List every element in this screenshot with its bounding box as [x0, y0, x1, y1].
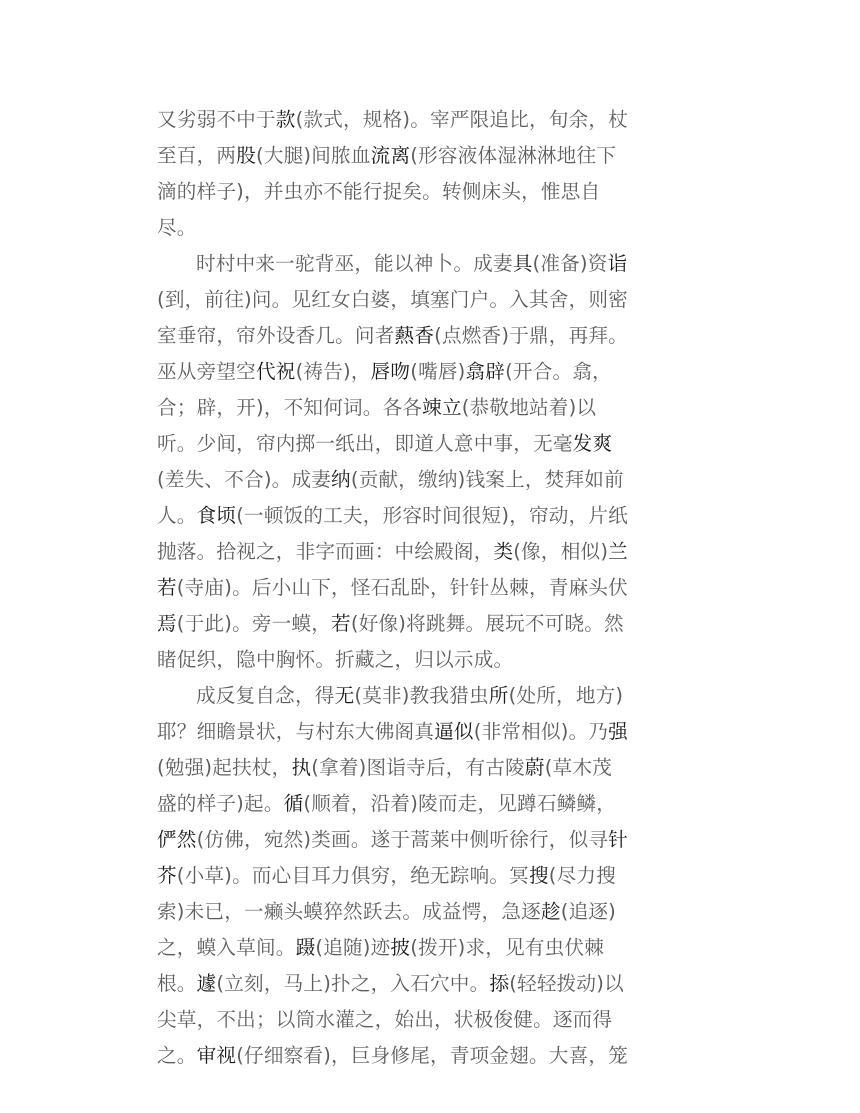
- keyword-term: 流离: [370, 144, 411, 167]
- keyword-term: 具: [512, 252, 533, 275]
- text-line: [157, 426, 705, 462]
- text-line: [157, 714, 705, 750]
- annotation-text: 抛落。拾视之，非字而画：中绘殿阁，: [157, 540, 494, 563]
- annotation-text: (追逐): [560, 900, 617, 923]
- keyword-term: 若: [331, 612, 351, 635]
- annotation-text: (开合。翕，: [505, 360, 612, 383]
- keyword-term: 芥: [157, 864, 177, 887]
- keyword-term: 蔚: [524, 756, 545, 779]
- keyword-term: 若: [157, 576, 177, 599]
- annotation-text: (大腿)间脓血: [255, 144, 371, 167]
- keyword-term: 蹑: [295, 936, 316, 959]
- keyword-term: 兰: [608, 540, 628, 563]
- annotation-text: 听。少间，帘内掷一纸出，即道人意中事，无毫: [157, 432, 573, 455]
- annotation-text: 睹促织，隐中胸怀。折藏之，归以示成。: [157, 648, 514, 671]
- annotation-text: (非常相似)。乃: [473, 720, 609, 743]
- keyword-term: 遽: [196, 972, 217, 995]
- keyword-term: 披: [390, 936, 411, 959]
- annotation-text: 合；辟，开)，不知何词。各各: [157, 396, 423, 419]
- annotation-text: (拨开)求，见有虫伏棘: [410, 936, 605, 959]
- annotation-text: (追随)迹: [315, 936, 391, 959]
- keyword-term: 循: [283, 792, 304, 815]
- annotation-text: (处所，地方): [508, 684, 624, 707]
- keyword-term: 发爽: [572, 432, 613, 455]
- keyword-term: 代祝: [255, 360, 296, 383]
- annotation-text: (一顿饭的工夫，形容时间很短)，帘动，片纸: [236, 504, 628, 527]
- annotation-text: 之，蟆入草间。: [157, 936, 296, 959]
- text-line: [157, 354, 705, 390]
- annotation-text: (于此)。旁一蟆，: [176, 612, 332, 635]
- keyword-term: 唇吻: [370, 360, 411, 383]
- annotation-text: 盛的样子)起。: [157, 792, 284, 815]
- keyword-term: 翕辟: [465, 360, 506, 383]
- annotation-text: (恭敬地站着)以: [461, 396, 597, 419]
- text-line: [157, 750, 705, 786]
- keyword-term: 无: [334, 684, 355, 707]
- keyword-term: 审视: [196, 1044, 237, 1067]
- annotation-text: (尽力搜: [548, 864, 617, 887]
- keyword-term: 掭: [489, 972, 510, 995]
- keyword-term: 爇香: [394, 324, 435, 347]
- annotation-text: 尽。: [157, 216, 197, 239]
- keyword-term: 所: [488, 684, 509, 707]
- annotation-text: (差失、不合)。成妻: [157, 468, 332, 491]
- text-line: [157, 1002, 705, 1038]
- text-line: [157, 174, 705, 210]
- annotation-text: (小草)。而心目耳力俱穷，绝无踪响。冥: [176, 864, 529, 887]
- keyword-term: 纳: [331, 468, 351, 491]
- annotation-text: (祷告)，: [295, 360, 371, 383]
- annotation-text: (莫非)教我猎虫: [354, 684, 489, 707]
- annotation-text: 时村中来一驼背巫，能以神卜。成妻: [196, 252, 513, 275]
- keyword-term: 执: [291, 756, 312, 779]
- text-line: [157, 966, 705, 1002]
- keyword-term: 强: [608, 720, 628, 743]
- body-text: [157, 102, 705, 1074]
- text-line: [157, 246, 705, 282]
- text-line: [157, 858, 705, 894]
- annotation-text: 室垂帘，帘外设香几。问者: [157, 324, 395, 347]
- text-line: [157, 534, 705, 570]
- annotation-text: (仿佛，宛然)类画。遂于蒿莱中侧听徐行，似寻: [196, 828, 609, 851]
- keyword-term: 搜: [528, 864, 549, 887]
- keyword-term: 逼似: [434, 720, 474, 743]
- annotation-text: 滴的样子)，并虫亦不能行捉矣。转侧床头，惟思自: [157, 180, 601, 203]
- keyword-term: 俨然: [157, 828, 197, 851]
- keyword-term: 竦立: [422, 396, 462, 419]
- text-line: [157, 498, 705, 534]
- annotation-text: 至百，两: [157, 144, 237, 167]
- annotation-text: (像，相似): [513, 540, 609, 563]
- text-line: [157, 282, 705, 318]
- keyword-term: 类: [493, 540, 514, 563]
- text-line: [157, 822, 705, 858]
- annotation-text: 之。: [157, 1044, 197, 1067]
- annotation-text: 成反复自念，得: [196, 684, 335, 707]
- annotation-text: (准备)资: [532, 252, 608, 275]
- annotation-text: (贡献，缴纳)钱案上，焚拜如前: [350, 468, 624, 491]
- annotation-text: (款式，规格)。宰严限追比，旬余，杖: [295, 108, 628, 131]
- text-line: [157, 102, 705, 138]
- keyword-term: 诣: [607, 252, 628, 275]
- annotation-text: (仔细察看)，巨身修尾，青项金翅。大喜，笼: [236, 1044, 628, 1067]
- annotation-text: 又劣弱不中于: [157, 108, 276, 131]
- text-line: [157, 894, 705, 930]
- text-line: [157, 570, 705, 606]
- text-line: [157, 138, 705, 174]
- text-line: [157, 642, 705, 678]
- annotation-text: (拿着)图诣寺后，有古陵: [311, 756, 525, 779]
- annotation-text: (寺庙)。后小山下，怪石乱卧，针针丛棘，青麻头伏: [176, 576, 628, 599]
- text-line: [157, 462, 705, 498]
- text-line: [157, 678, 705, 714]
- keyword-term: 针: [608, 828, 628, 851]
- text-line: [157, 210, 705, 246]
- annotation-text: (轻轻拨动)以: [509, 972, 624, 995]
- annotation-text: (形容液体湿淋淋地往下: [410, 144, 617, 167]
- annotation-text: 尖草，不出；以筒水灌之，始出，状极俊健。逐而得: [157, 1008, 613, 1031]
- annotation-text: (嘴唇): [410, 360, 466, 383]
- annotation-text: (顺着，沿着)陵而走，见蹲石鳞鳞，: [303, 792, 617, 815]
- keyword-term: 股: [236, 144, 256, 167]
- annotation-text: (点燃香)于鼎，再拜。: [434, 324, 628, 347]
- annotation-text: 巫从旁望空: [157, 360, 256, 383]
- annotation-text: (立刻，马上)扑之，入石穴中。: [216, 972, 490, 995]
- annotation-text: 人。: [157, 504, 197, 527]
- text-line: [157, 930, 705, 966]
- keyword-term: 款: [275, 108, 296, 131]
- annotation-text: (草木茂: [544, 756, 612, 779]
- annotation-text: 耶？细瞻景状，与村东大佛阁真: [157, 720, 435, 743]
- annotation-text: (勉强)起扶杖，: [157, 756, 292, 779]
- text-line: [157, 390, 705, 426]
- annotation-text: (好像)将跳舞。展玩不可晓。然: [350, 612, 624, 635]
- annotation-text: 索)未已，一癞头蟆猝然跃去。成益愕，急逐: [157, 900, 541, 923]
- text-line: [157, 786, 705, 822]
- text-line: [157, 318, 705, 354]
- annotation-text: (到，前往)问。见红女白婆，填塞门户。入其舍，则密: [157, 288, 628, 311]
- keyword-term: 趁: [540, 900, 561, 923]
- annotation-text: 根。: [157, 972, 197, 995]
- text-line: [157, 606, 705, 642]
- keyword-term: 焉: [157, 612, 177, 635]
- text-line: [157, 1038, 705, 1074]
- keyword-term: 食顷: [196, 504, 237, 527]
